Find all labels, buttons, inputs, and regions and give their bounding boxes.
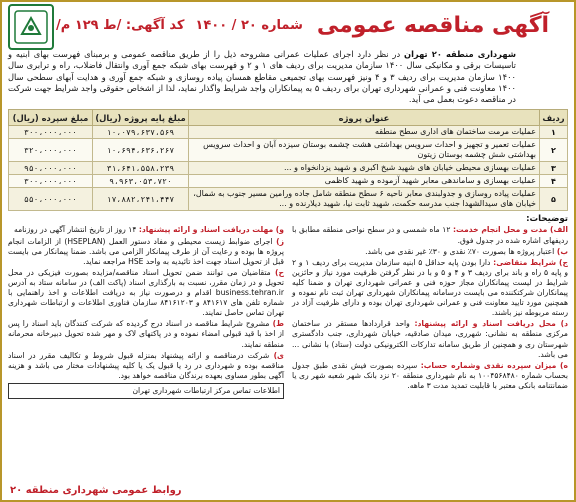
deposit-amount: ۳۰۰،۰۰۰،۰۰۰ (9, 175, 93, 188)
note-label: د) محل دریافت اسناد و ارائه پیشنهاد: (414, 319, 568, 329)
projects-table (8, 109, 568, 211)
municipality-logo (8, 4, 54, 50)
note-text: شرکت درمناقصه و ارائه پیشنهاد بمنزله قبول شروط و تکالیف مقرر در اسناد مناقصه بوده و شهرداری در رد یا قبول یک یا کلیه پیشنهادات مختار می باشد و هزینه آگهی بطور مساوی بعهده برندگان مناقصه خواهد بود. (8, 350, 284, 380)
notes (8, 225, 568, 399)
deposit-amount: ۳۲۰،۰۰۰،۰۰۰ (9, 139, 93, 162)
header-deposit: مبلغ سپرده (ریال) (9, 110, 93, 126)
footer-signature: روابط عمومی شهرداری منطقه ۲۰ (10, 485, 182, 496)
note-text: ۱۴ روز از تاریخ انتشار آگهی در روزنامه (14, 225, 137, 235)
note-text: واحد قراردادها مستقر در ساختمان مرکزی منطقه به نشانی: شهرری، میدان صادقیه، خیابان شهرداری، جنب دادگستری شهرستان ری و همچنین از طریق سامانه تدارکات الکترونیکی دولت (ستاد) با نشانی ... می باشد. (292, 319, 568, 359)
note-text: سپرده بصورت فیش نقدی طبق جدول بحساب شماره ۱۰۰۴۵۶۸۴۸۰ به نام شهرداری منطقه ۲۰ نزد بانک شهر شعبه شهر ری یا ضمانتنامه بانکی معتبر با قابلیت تمدید مدت ۳ ماهه. (292, 360, 568, 390)
note-item (292, 258, 568, 319)
organization-name: شهرداری منطقه ۲۰ تهران (403, 49, 516, 59)
table-row (9, 126, 568, 139)
table-row (9, 139, 568, 162)
intro-paragraph (8, 49, 516, 105)
note-label: ج) شرایط متقاضی: (493, 257, 568, 267)
note-label: ب) (554, 246, 568, 256)
notes-column-right (292, 225, 568, 399)
note-label: الف) مدت و محل انجام خدمت: (452, 225, 569, 235)
header (8, 5, 568, 45)
note-item (8, 237, 284, 267)
header-row-number: ردیف (540, 110, 568, 126)
table-row (9, 162, 568, 175)
note-item (8, 225, 284, 235)
row-number: ۱ (540, 126, 568, 139)
project-title: عملیات بهسازی محیطی خیابان های شهید شیخ اکبری و شهید یزدانخواه و ... (189, 162, 540, 175)
intro-text: در نظر دارد اجرای عملیات عمرانی مشروحه ذیل را از طریق مناقصه عمومی و برمبنای فهرست بهای ابنیه و تاسیسات برقی و مکانیکی سال ۱۴۰۰ سازمان مدیریت برای ردیف های ۱ و ۲ و فهرست بهای شبکه جمع آوری وانتقال فاضلاب، راه و ترابری سال ۱۴۰۰ سازمان مدیریت برای ردیف ۳ و ۴ ونیز فهرست بهای تجمیعی مقاطع همسان پیاده روسازی و شبکه جمع آوری و هدایت آبهای سطحی سال ۱۴۰۰ معاونت فنی و عمرانی شهرداری تهران برای ردیف ۵ به پیمانکاران واجد شرایط واگذار نماید، لذا از اشخاص حقوقی واجد شرایط جهت شرکت در مناقصه دعوت بعمل می آید. (8, 49, 516, 105)
row-number: ۲ (540, 139, 568, 162)
note-text: اجرای ضوابط زیست محیطی و مفاد دستور العمل (HSEPLAN) از الزامات انجام پروژه ها بوده و رعایت آن از طرف پیمانکار الزامی می باشد. ضمنا پیمانکار می بایست قبل از تحویل اسناد جهت اخذ تائیدیه به واحد HSE مراجعه نماید. (8, 236, 284, 266)
note-label: ی) (269, 350, 284, 360)
notes-column-left (8, 225, 284, 399)
note-item (292, 319, 568, 359)
base-amount: ۱۷،۸۸۲،۲۴۱،۴۴۷ (93, 188, 189, 211)
table-row (9, 175, 568, 188)
project-title: عملیات مرمت ساختمان های اداری سطح منطقه (189, 126, 540, 139)
deposit-amount: ۳۰۰،۰۰۰،۰۰۰ (9, 126, 93, 139)
ad-code: کد آگهی: /ط ۱۲۹ م/ (56, 17, 185, 33)
note-text: مشروح شرایط مناقصه در اسناد درج گردیده که شرکت کنندگان باید اسناد را پس از اخذ با قید قبولی امضاء نموده و در پاکتهای لاک و مهر شده تحویل دبیرخانه محرمانه منطقه نمایند. (8, 319, 284, 349)
base-amount: ۱۰،۰۷۹،۶۳۷،۵۶۹ (93, 126, 189, 139)
note-label: و) مهلت دریافت اسناد و ارائه پیشنهاد: (138, 225, 284, 235)
contact-box: اطلاعات تماس مرکز ارتباطات شهرداری تهران (8, 383, 284, 399)
header-title: عنوان پروژه (189, 110, 540, 126)
note-item (292, 361, 568, 391)
base-amount: ۹،۹۶۳،۰۵۳،۷۲۰ (93, 175, 189, 188)
deposit-amount: ۵۵۰،۰۰۰،۰۰۰ (9, 188, 93, 211)
note-text: اعتبار پروژه ها بصورت ۷۰٪ نقدی و ۳۰٪ غیر نقدی می باشد. (365, 246, 555, 256)
note-item (8, 319, 284, 349)
note-text: دارا بودن پایه حداقل ۵ ابنیه سازمان مدیریت برای ردیف ۱ و ۲ و پایه ۵ راه و باند برای ردیف ۳ و ۴ و ۵ و با در نظر گرفتن ظرفیت مورد نیاز و حائزین شرایط در لیست پیمانکاران مجاز حوزه فنی و عمرانی شهرداری تهران و ضمنا کلیه پیمانکاران شرکتکننده می بایست درسامانه پیمانکاران شهرداری تهران ثبت نام نموده و همچنین مورد تایید معاونت فنی و عمرانی شهرداری تهران بوده و دارای ظرفیت آزاد در رسته مربوطه نیز باشند. (292, 257, 569, 318)
note-item (292, 225, 568, 245)
title-bar (184, 13, 568, 38)
notes-heading: توضیحات: (526, 214, 568, 225)
deposit-amount: ۹۵۰،۰۰۰،۰۰۰ (9, 162, 93, 175)
project-title: عملیات بهسازی و ساماندهی معابر شهید آزموده و شهید کاظمی (189, 175, 540, 188)
note-label: ه) میزان سپرده نقدی وشماره حساب: (420, 360, 568, 370)
note-text: متقاضیان می توانند ضمن تحویل اسناد مناقصه/مزایده بصورت فیزیکی در محل تحویل و در زمان مقرر، نسبت به بارگذاری اسناد (پاکت الف) در سامانه ستاد به آدرس business.tehran.ir اقدام و درصورت نیاز به دریافت اطلاعات و اخذ راهنمایی با شماره تلفن های ۸۴۱۶۱۷ و ۸۴۱۶۱۲۰۳ سازمان فناوری اطلاعات و ارتباطات شهرداری تهران تماس حاصل نمایند. (8, 267, 284, 318)
project-title: عملیات پیاده روسازی و جدولبندی معابر ناحیه ۶ سطح منطقه شامل جاده ورامین مسیر جنوب به شمال، خیابان های سیدالشهدا جنب مدرسه حکمت، شهید ثابت نیا، شهید دیلارنده و ... (189, 188, 540, 211)
note-item (8, 351, 284, 381)
row-number: ۵ (540, 188, 568, 211)
issue-number: شماره ۲۰ / ۱۴۰۰ (195, 17, 303, 33)
table-header-row (9, 110, 568, 126)
base-amount: ۳۱،۶۴۱،۵۵۸،۲۳۹ (93, 162, 189, 175)
note-item (8, 268, 284, 318)
note-label: ح) (270, 267, 284, 277)
base-amount: ۱۰،۶۹۴،۶۳۶،۲۶۷ (93, 139, 189, 162)
table-row (9, 188, 568, 211)
note-item (292, 247, 568, 257)
project-title: عملیات تعمیر و تجهیز و احداث سرویس بهداشتی هشت چشمه بوستان سیزده آبان و احداث سرویس بهداشتی شش چشمه بوستان زیتون (189, 139, 540, 162)
note-label: ط) (269, 319, 284, 329)
page-title: آگهی مناقصه عمومی (316, 12, 550, 38)
row-number: ۴ (540, 175, 568, 188)
row-number: ۳ (540, 162, 568, 175)
note-label: ز) (272, 236, 284, 246)
header-amount: مبلغ پایه پروژه (ریال) (93, 110, 189, 126)
note-text: ۱۲ ماه شمسی و در سطح نواحی منطقه مطابق با ردیفهای اشاره شده در جدول فوق. (292, 225, 568, 245)
